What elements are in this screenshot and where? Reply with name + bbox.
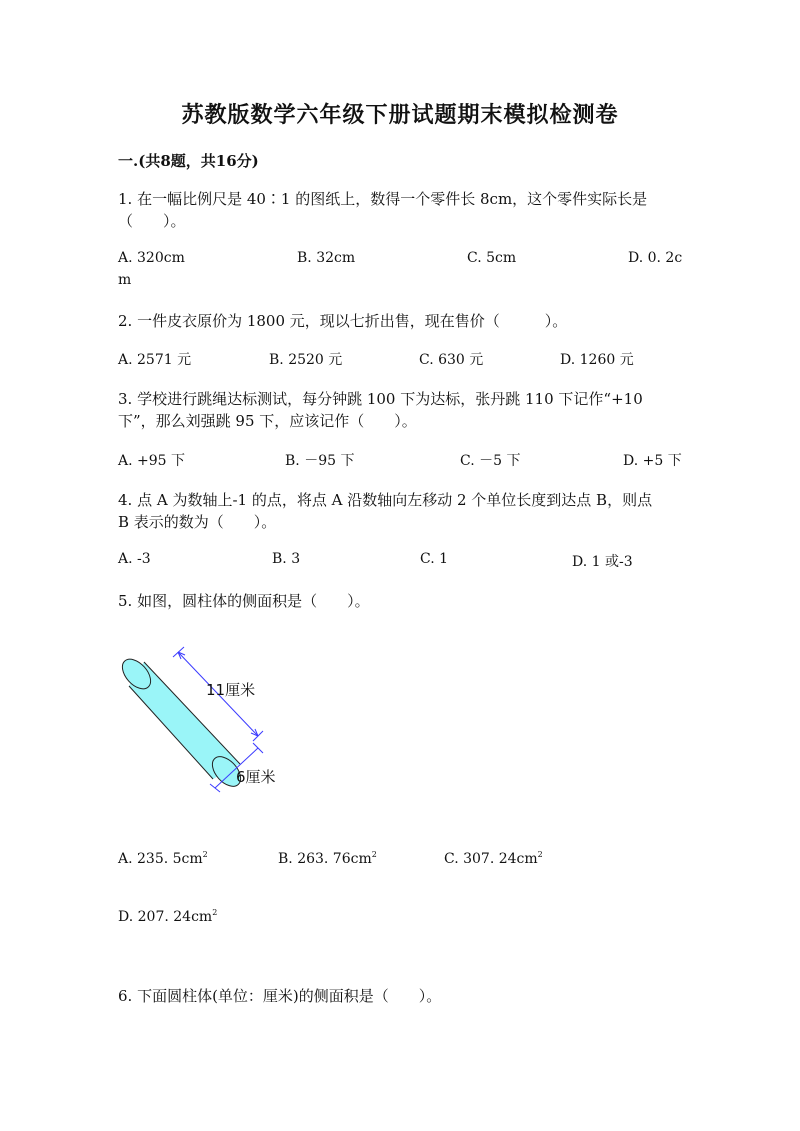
q3-option-a: A. +95 下	[118, 453, 186, 469]
question-5-text: 5. 如图，圆柱体的侧面积是（ ）。	[118, 592, 370, 610]
question-1-text-cont: （ ）。	[118, 212, 186, 230]
question-4-text-cont: B 表示的数为（ ）。	[118, 513, 277, 531]
length-label: 11厘米	[206, 681, 256, 699]
question-3-text-cont: 下”，那么刘强跳 95 下，应该记作（ ）。	[118, 412, 417, 430]
q3-option-d: D. +5 下	[623, 453, 682, 469]
q1-option-c: C. 5cm	[467, 250, 517, 266]
q4-option-c: C. 1	[420, 551, 449, 567]
q2-option-c: C. 630 元	[419, 352, 484, 368]
q2-option-d: D. 1260 元	[560, 352, 634, 368]
q2-option-a: A. 2571 元	[118, 352, 192, 368]
q5-option-c: C. 307. $24cm^2$	[444, 850, 543, 867]
q1-option-d-wrap: m	[118, 272, 132, 288]
q1-option-d: D. 0. 2c	[628, 250, 683, 266]
cylinder-figure	[118, 640, 298, 810]
q3-option-c: C. －5 下	[460, 453, 521, 469]
q1-option-a: A. 320cm	[118, 250, 185, 266]
q5-option-b: B. 263. $76cm^2$	[278, 850, 377, 867]
question-1-text: 1. 在一幅比例尺是 40∶1 的图纸上，数得一个零件长 8cm，这个零件实际长是	[118, 190, 648, 208]
q5-option-a: A. 235. $5cm^2$	[118, 850, 208, 867]
diameter-label: 6厘米	[236, 768, 276, 786]
q4-option-d: D. 1 或-3	[572, 554, 633, 570]
section-heading: 一.(共8题，共16分)	[118, 152, 259, 170]
q4-option-b: B. 3	[272, 551, 301, 567]
question-2-text: 2. 一件皮衣原价为 1800 元，现以七折出售，现在售价（ ）。	[118, 312, 568, 330]
q4-option-a: A. -3	[118, 551, 151, 567]
question-3-text: 3. 学校进行跳绳达标测试，每分钟跳 100 下为达标，张丹跳 110 下记作“+10	[118, 390, 643, 408]
q5-option-d: D. 207. $24cm^2$	[118, 908, 218, 925]
q1-option-b: B. 32cm	[297, 250, 356, 266]
q3-option-b: B. －95 下	[285, 453, 355, 469]
page-title: 苏教版数学六年级下册试题期末模拟检测卷	[181, 102, 619, 128]
question-6-text: 6. 下面圆柱体(单位：厘米)的侧面积是（ ）。	[118, 987, 442, 1005]
q2-option-b: B. 2520 元	[269, 352, 343, 368]
question-4-text: 4. 点 A 为数轴上-1 的点，将点 A 沿数轴向左移动 2 个单位长度到达点 B，则点	[118, 491, 653, 509]
